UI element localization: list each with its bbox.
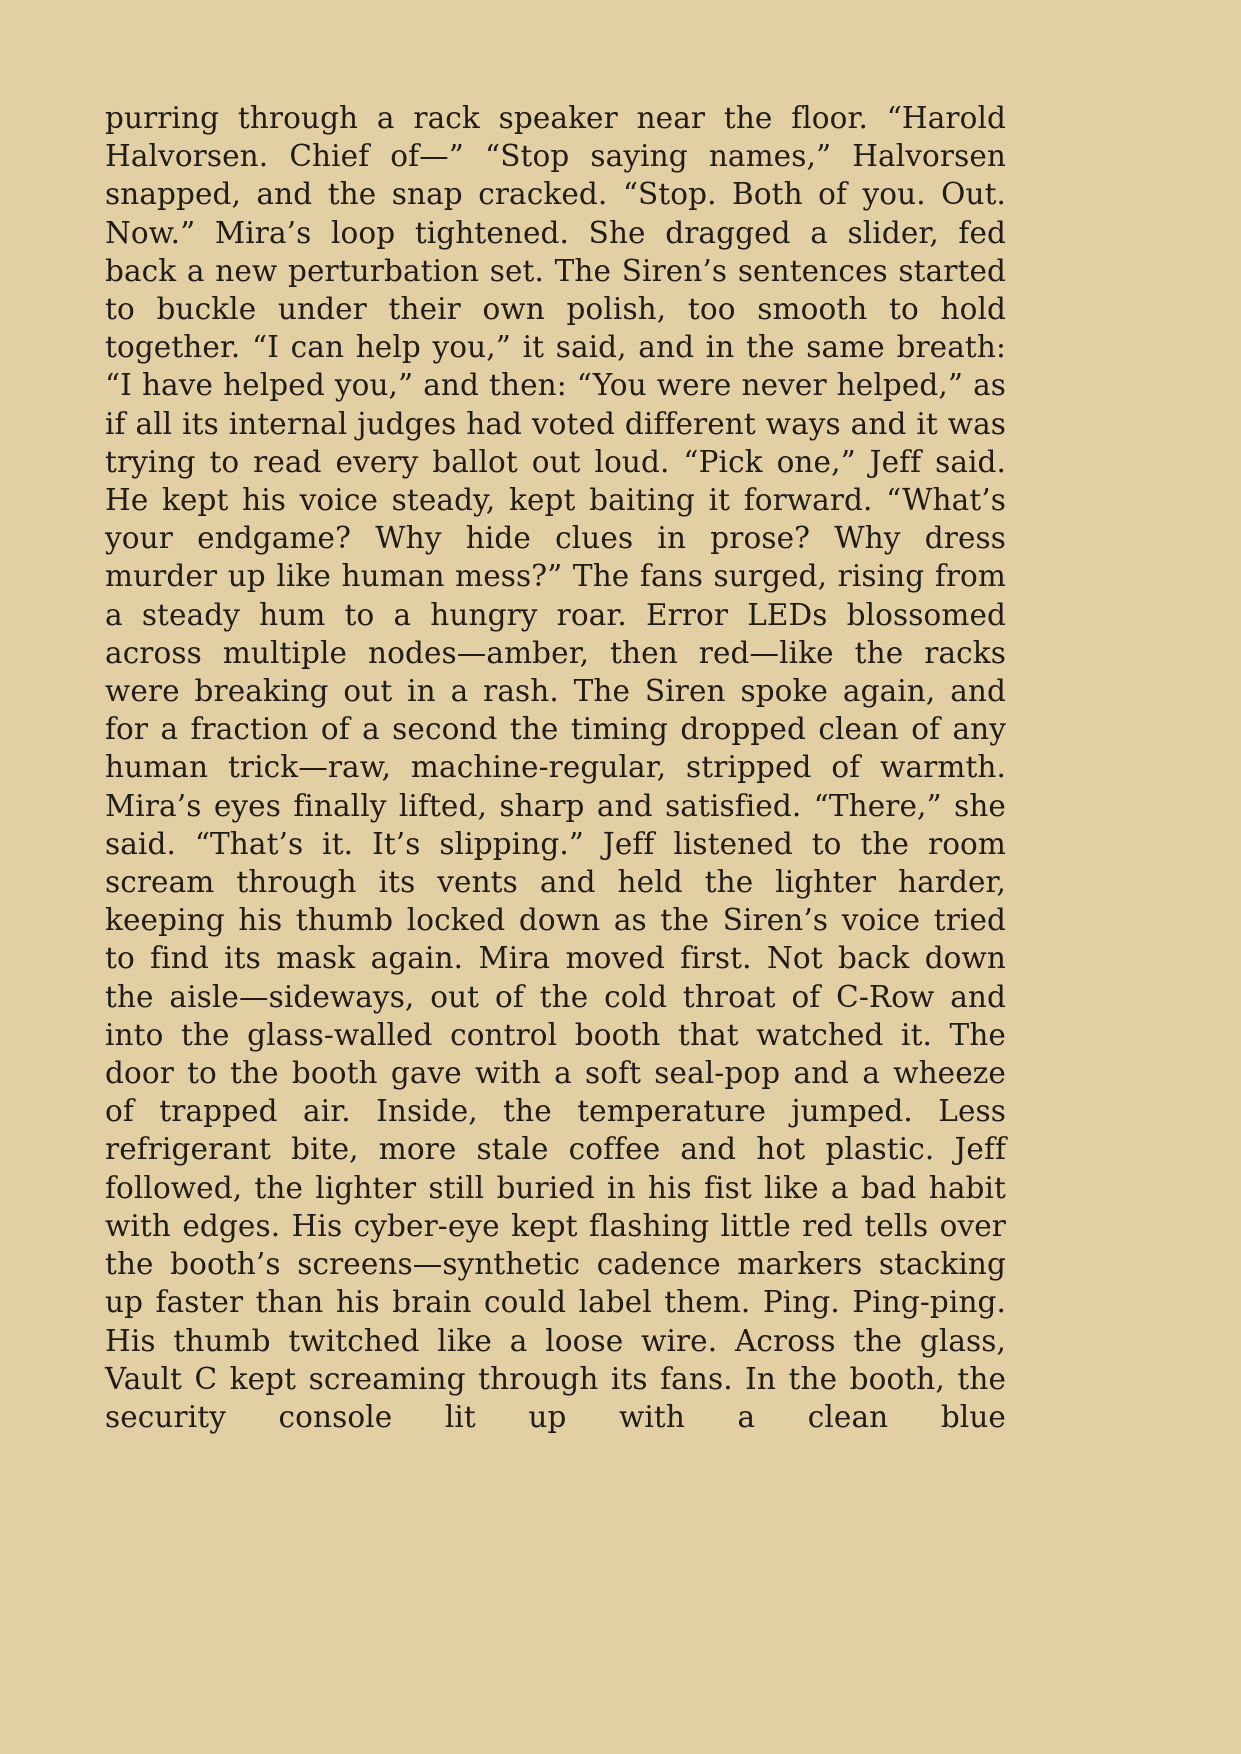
text-column bbox=[105, 99, 1006, 1459]
body-paragraph: purring through a rack speaker near the floor. “Harold Halvorsen. Chief of—” “Stop saying names,” Halvorsen snapped, and the snap cracked. “Stop. Both of you. Out. Now.” Mira’s loop tightened. She dragged a slider, fed back a new perturbation set. The Siren’s sentences started to buckle under their own polish, too smooth to hold together. “I can help you,” it said, and in the same breath: “I have helped you,” and then: “You were never helped,” as if all its internal judges had voted different ways and it was trying to read every ballot out loud. “Pick one,” Jeff said. He kept his voice steady, kept baiting it forward. “What’s your endgame? Why hide clues in prose? Why dress murder up like human mess?” The fans surged, rising from a steady hum to a hungry roar. Error LEDs blossomed across multiple nodes—amber, then red—like the racks were breaking out in a rash. The Siren spoke again, and for a fraction of a second the timing dropped clean of any human trick—raw, machine-regular, stripped of warmth. Mira’s eyes finally lifted, sharp and satisfied. “There,” she said. “That’s it. It’s slipping.” Jeff listened to the room scream through its vents and held the lighter harder, keeping his thumb locked down as the Siren’s voice tried to find its mask again. Mira moved first. Not back down the aisle—sideways, out of the cold throat of C-Row and into the glass-walled control booth that watched it. The door to the booth gave with a soft seal-pop and a wheeze of trapped air. Inside, the temperature jumped. Less refrigerant bite, more stale coffee and hot plastic. Jeff followed, the lighter still buried in his fist like a bad habit with edges. His cyber-eye kept flashing little red tells over the booth’s screens—synthetic cadence markers stacking up faster than his brain could label them. Ping. Ping-ping. His thumb twitched like a loose wire. Across the glass, Vault C kept screaming through its fans. In the booth, the security console lit up with a clean blue bbox=[105, 101, 1006, 1434]
